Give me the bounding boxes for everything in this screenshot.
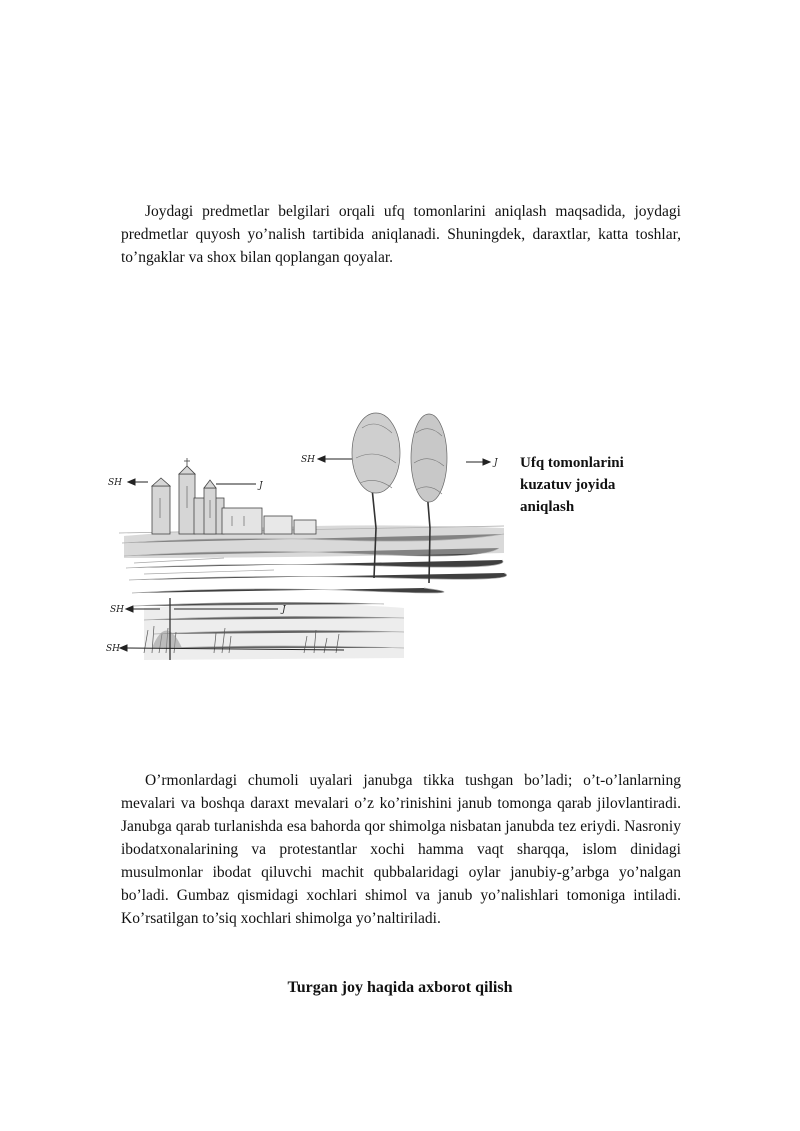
label-north-stump: SH <box>106 644 121 654</box>
label-south-church: J <box>259 481 263 491</box>
landscape-sketch <box>104 408 512 670</box>
figure-caption: Ufq tomonlarini kuzatuv joyida aniqlash <box>520 455 624 515</box>
ground-shading <box>124 525 504 660</box>
label-south-tree: J <box>494 458 498 468</box>
label-north-church: SH <box>108 478 123 488</box>
section-heading: Turgan joy haqida axborot qilish <box>287 979 513 996</box>
paragraph-intro: Joydagi predmetlar belgilari orqali ufq tomonlarini aniqlash maqsadida, joydagi predmetlar quyosh yo’nalish tartibida aniqlanadi. Shuningdek, daraxtlar, katta toshlar, to’ngaklar va shox bilan qoplangan qoyalar. <box>121 203 681 266</box>
paragraph-natural-signs: O’rmonlardagi chumoli uyalari janubga tikka tushgan bo’ladi; o’t-o’lanlarning mevalari va boshqa daraxt mevalari o’z ko’rinishini janub tomonga qarab jilovlantiradi. Janubga qarab turlanishda esa bahorda qor shimolga nisbatan janubda tez eriydi. Nasroniy ibodatxonalarining va protestantlar xochi hamma vaqt sharqqa, islom dinidagi musulmonlar ibodat qiluvchi machit qubbalaridagi oylar janubiy-g’arbga yo’nalgan bo’ladi. Gumbaz qismidagi xochlari shimol va janub yo’nalishlari tomoniga intiladi. Ko’rsatilgan to’siq xochlari shimolga yo’naltiriladi. <box>121 772 681 927</box>
orientation-illustration <box>104 408 512 670</box>
label-south-anthill: J <box>282 605 286 615</box>
tree-right <box>411 414 447 583</box>
church-building <box>152 458 316 534</box>
label-north-anthill: SH <box>110 605 125 615</box>
label-north-tree: SH <box>301 455 316 465</box>
